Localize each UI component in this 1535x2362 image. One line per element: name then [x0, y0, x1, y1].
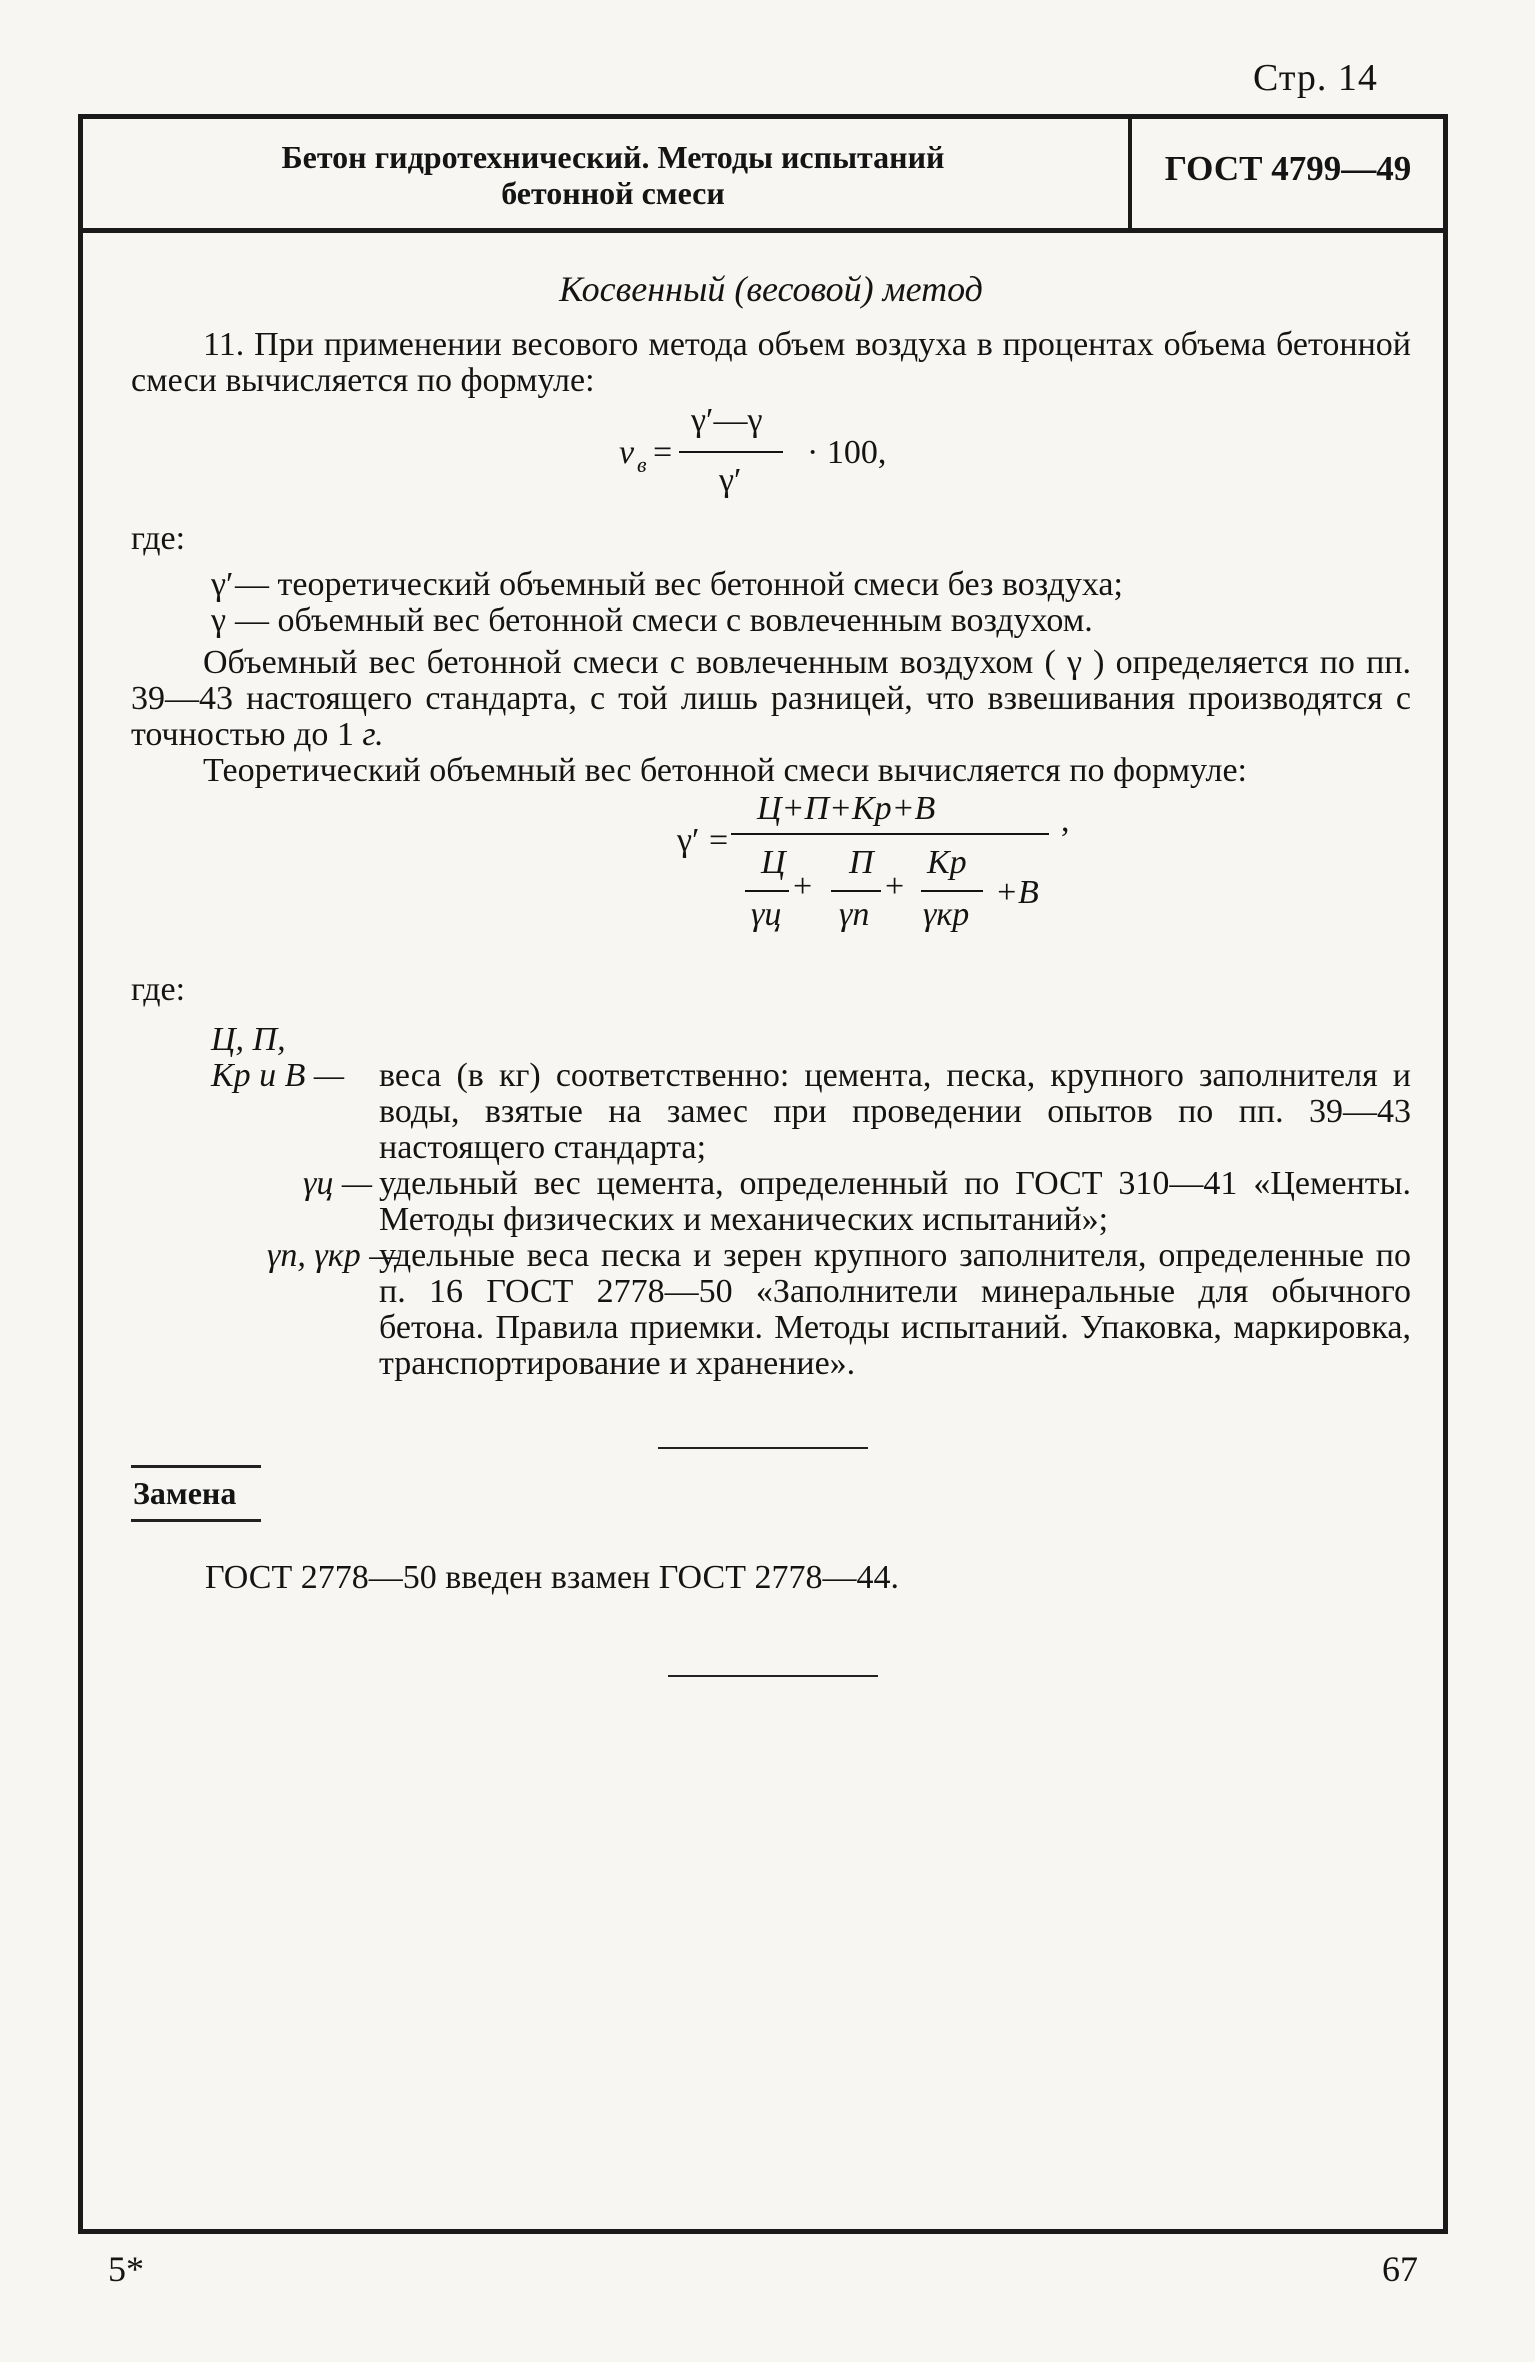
formula2-comma: ,	[1061, 802, 1070, 839]
term-key: γп, γкр —	[267, 1237, 400, 1274]
formula1-denominator: γ′	[719, 462, 742, 499]
formula1-tail: · 100,	[807, 434, 887, 471]
term-key: Ц, П,	[211, 1021, 286, 1058]
where-label-1: где:	[131, 520, 186, 557]
definition-gamma	[131, 603, 1411, 639]
term1-denominator: γц	[751, 896, 782, 933]
page-frame	[78, 114, 1448, 2234]
definition-gamma-prime	[131, 567, 1411, 603]
footer-left-mark: 5*	[108, 2249, 144, 2289]
term-row-gamma-p-kr	[131, 1238, 1411, 1382]
formula2-lhs: γ′	[677, 822, 700, 859]
paragraph-theoretical: Теоретический объемный вес бетонной смеси вычисляется по формуле:	[203, 752, 1247, 789]
header-title-line2: бетонной смеси	[501, 175, 725, 211]
volume-weight-text: Объемный вес бетонной смеси с вовлеченным воздухом ( γ ) определяется по пп. 39—43 настоящего стандарта, с той лишь разницей, что взвешивания производятся с точностью до 1	[131, 644, 1411, 753]
term-text: удельный вес цемента, определенный по ГОСТ 310—41 «Цементы. Методы физических и механических испытаний»;	[379, 1165, 1411, 1238]
formula1-lhs: v	[619, 434, 635, 471]
header-divider	[1128, 119, 1132, 229]
zamena-text: ГОСТ 2778—50 введен взамен ГОСТ 2778—44.	[205, 1559, 899, 1596]
formula2-eq: =	[709, 822, 729, 859]
terms-list	[131, 1022, 1411, 1382]
formula2-numerator: Ц+П+Кр+В	[757, 790, 936, 827]
zamena-title: Замена	[133, 1475, 237, 1511]
formula1-eq: =	[653, 434, 673, 471]
separator-rule-bottom	[668, 1675, 878, 1677]
volume-weight-unit: г.	[362, 716, 384, 753]
term2-numerator: П	[849, 844, 874, 881]
term-row-cp	[131, 1022, 1411, 1058]
section-title: Косвенный (весовой) метод	[559, 269, 983, 309]
header-title	[103, 139, 1123, 211]
footer-page-number: 67	[1382, 2249, 1418, 2289]
term-key: γц —	[303, 1165, 373, 1202]
definition-text: — теоретический объемный вес бетонной смеси без воздуха;	[235, 566, 1123, 603]
paragraph-volume-weight	[131, 645, 1411, 753]
document-body	[131, 269, 1411, 1382]
zamena-rule-above	[131, 1465, 261, 1468]
formula1-fraction-line	[679, 451, 783, 453]
term3-numerator: Кр	[927, 844, 967, 881]
definition-text: — объемный вес бетонной смеси с вовлеченным воздухом.	[235, 602, 1093, 639]
formula-theoretical-weight	[131, 790, 1411, 968]
page-number: Стр. 14	[1253, 57, 1378, 99]
term3-denominator: γкр	[923, 896, 970, 933]
term-text: удельные веса песка и зерен крупного заполнителя, определенные по п. 16 ГОСТ 2778—50 «Заполнители минеральные для обычного бетона. Правила приемки. Методы испытаний. Упаковка, маркировка, транспортирование и хранение».	[379, 1237, 1411, 1382]
standard-code: ГОСТ 4799—49	[1164, 149, 1412, 188]
header	[83, 119, 1443, 233]
where-label-2: где:	[131, 971, 186, 1008]
term2-plus: +	[885, 868, 905, 905]
term2-fraction-line	[831, 890, 881, 892]
term1-plus: +	[793, 868, 813, 905]
term1-numerator: Ц	[761, 844, 786, 881]
term2-denominator: γп	[839, 896, 870, 933]
formula2-tail: +В	[995, 874, 1039, 911]
term-key: Кр и В —	[211, 1057, 345, 1094]
definition-symbol: γ	[211, 602, 227, 639]
separator-rule-top	[658, 1447, 868, 1449]
paragraph-11: 11. При применении весового метода объем воздуха в процентах объема бетонной смеси вычисляется по формуле:	[131, 326, 1411, 399]
term-row-kr-v	[131, 1058, 1411, 1166]
term3-fraction-line	[921, 890, 983, 892]
term-text: веса (в кг) соответственно: цемента, песка, крупного заполнителя и воды, взятые на замес при проведении опытов по пп. 39—43 настоящего стандарта;	[379, 1057, 1411, 1166]
definition-symbol: γ′	[211, 566, 234, 603]
formula-air-volume	[131, 402, 1411, 517]
formula1-numerator: γ′—γ	[691, 402, 763, 439]
zamena-rule-below	[131, 1519, 261, 1522]
formula1-lhs-sub: в	[637, 452, 647, 477]
formula2-fraction-line	[731, 833, 1049, 835]
term1-fraction-line	[745, 890, 789, 892]
term-row-gamma-c	[131, 1166, 1411, 1238]
header-title-line1: Бетон гидротехнический. Методы испытаний	[281, 139, 945, 175]
